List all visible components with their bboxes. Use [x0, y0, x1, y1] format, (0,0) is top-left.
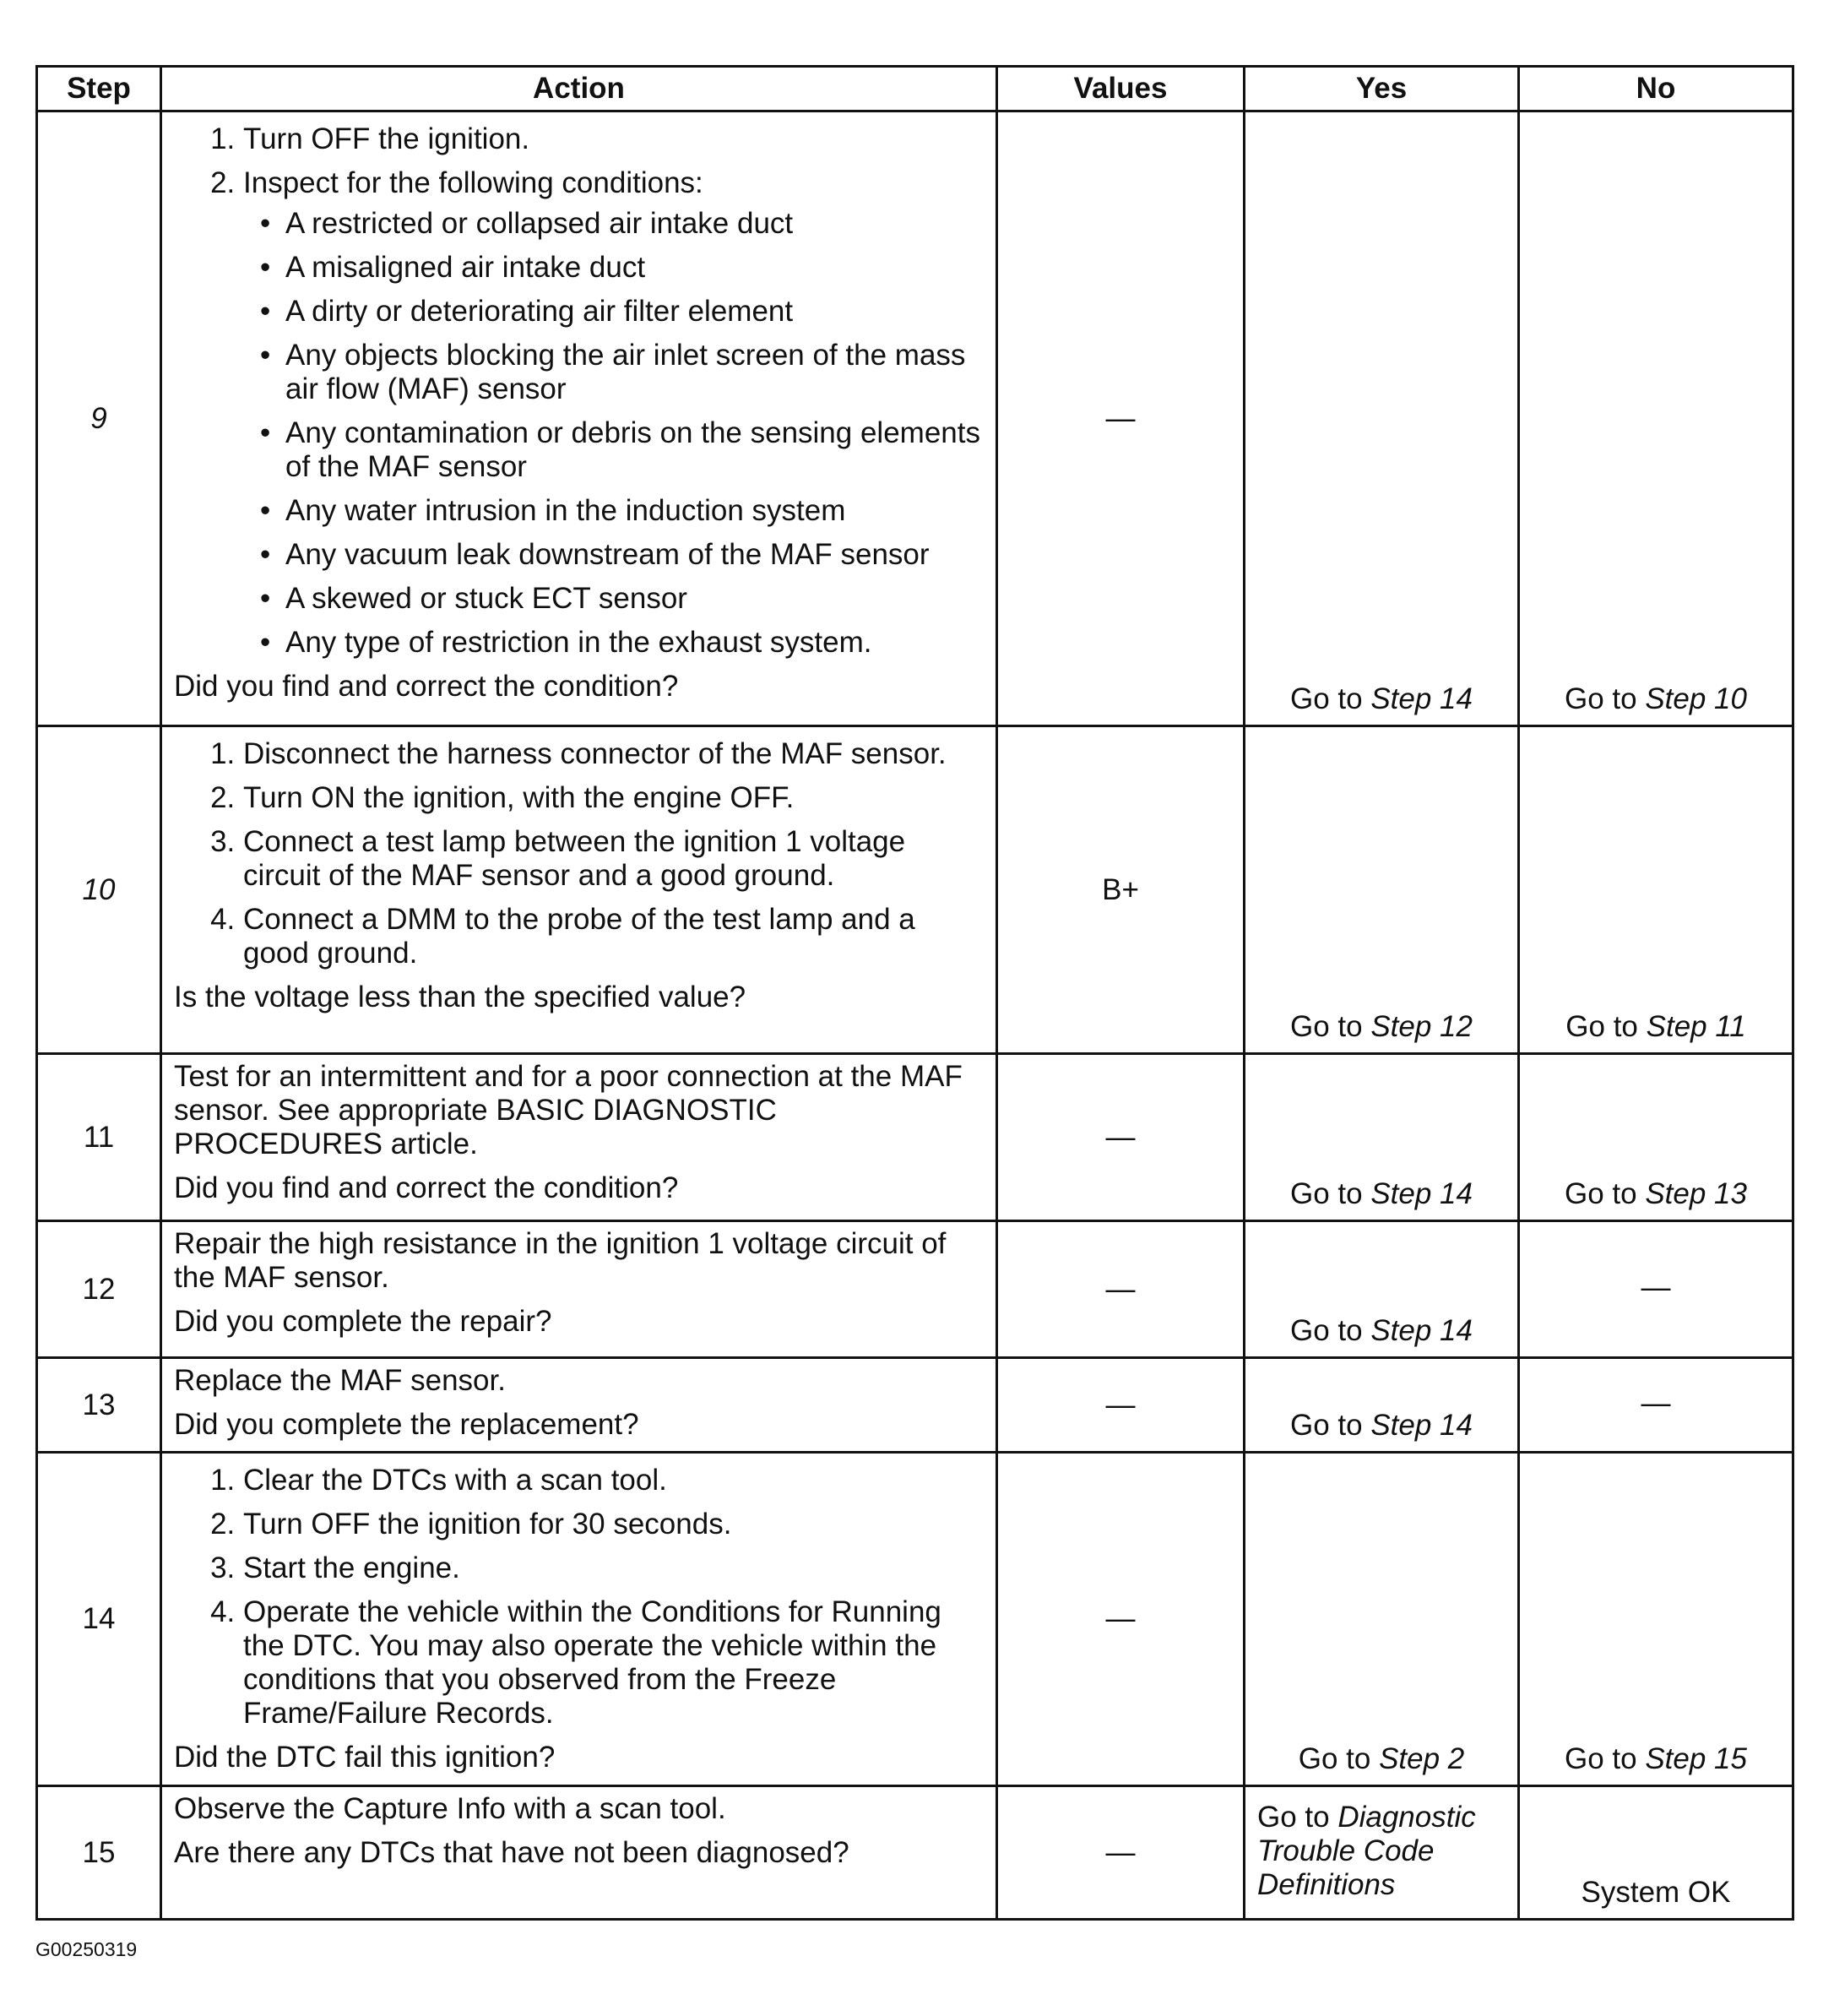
value-cell: —: [997, 1453, 1245, 1786]
table-row: [37, 1054, 1793, 1221]
yes-cell: [1245, 1786, 1519, 1920]
action-text: Observe the Capture Info with a scan tool.: [174, 1792, 726, 1825]
no-link: Step 10: [1645, 682, 1747, 715]
action-question: Did the DTC fail this ignition?: [174, 1741, 556, 1774]
condition-item: • Any water intrusion in the induction system: [285, 494, 984, 528]
action-question: Did you find and correct the condition?: [174, 670, 679, 703]
action-question: Did you complete the repair?: [174, 1305, 552, 1338]
no-cell: System OK: [1519, 1786, 1793, 1920]
step-number: 12: [37, 1221, 161, 1358]
yes-link: Step 12: [1370, 1010, 1473, 1043]
yes-link: Step 14: [1370, 1314, 1473, 1347]
figure-id: G00250319: [35, 1938, 138, 1960]
yes-prefix: Go to: [1290, 1010, 1371, 1043]
yes-cell: [1245, 1358, 1519, 1453]
no-link: Step 11: [1646, 1010, 1746, 1043]
action-step: [243, 166, 984, 660]
header-yes: Yes: [1245, 67, 1519, 111]
no-prefix: Go to: [1565, 1742, 1646, 1775]
action-text: Test for an intermittent and for a poor connection at the MAF sensor. See appropriate BASIC DIAGNOSTIC PROCEDURES article.: [174, 1060, 963, 1160]
yes-cell: [1245, 726, 1519, 1054]
action-step: 4. Connect a DMM to the probe of the test lamp and a good ground.: [243, 903, 984, 970]
action-question: Did you find and correct the condition?: [174, 1171, 679, 1204]
step-number: 9: [37, 111, 161, 726]
table-row: [37, 1221, 1793, 1358]
action-steps: [174, 122, 984, 660]
action-step: 1. Clear the DTCs with a scan tool.: [243, 1464, 984, 1497]
no-cell: [1519, 1453, 1793, 1786]
value-cell: —: [997, 1358, 1245, 1453]
header-step: Step: [37, 67, 161, 111]
value-cell: —: [997, 1786, 1245, 1920]
action-question: Are there any DTCs that have not been diagnosed?: [174, 1836, 849, 1869]
step-number: 11: [37, 1054, 161, 1221]
step-number: 10: [37, 726, 161, 1054]
action-cell: [161, 726, 997, 1054]
condition-item: • Any vacuum leak downstream of the MAF sensor: [285, 538, 984, 572]
action-text: Repair the high resistance in the ignition 1 voltage circuit of the MAF sensor.: [174, 1227, 947, 1294]
condition-item: • A restricted or collapsed air intake duct: [285, 207, 984, 241]
header-no: No: [1519, 67, 1793, 111]
action-step: 1. Disconnect the harness connector of the MAF sensor.: [243, 737, 984, 771]
diagnostic-table: [35, 65, 1794, 1921]
no-link: Step 13: [1645, 1177, 1747, 1210]
condition-list: [243, 207, 984, 660]
yes-link: Step 2: [1379, 1742, 1465, 1775]
yes-prefix: Go to: [1257, 1800, 1338, 1834]
table-row: [37, 111, 1793, 726]
no-cell: [1519, 1054, 1793, 1221]
action-cell: [161, 1054, 997, 1221]
yes-prefix: Go to: [1290, 1409, 1371, 1442]
yes-prefix: Go to: [1290, 1177, 1371, 1210]
no-cell: [1519, 111, 1793, 726]
step-number: 13: [37, 1358, 161, 1453]
no-prefix: Go to: [1565, 682, 1646, 715]
table-row: [37, 726, 1793, 1054]
yes-prefix: Go to: [1290, 1314, 1371, 1347]
yes-link: Step 14: [1370, 1409, 1473, 1442]
no-link: Step 15: [1645, 1742, 1747, 1775]
yes-link: Diagnostic Trouble Code Definitions: [1257, 1800, 1476, 1901]
action-question: Did you complete the replacement?: [174, 1408, 639, 1441]
condition-item: • Any type of restriction in the exhaust system.: [285, 626, 984, 660]
table-row: [37, 1453, 1793, 1786]
no-cell: [1519, 726, 1793, 1054]
action-step-text: Inspect for the following conditions:: [243, 166, 703, 199]
yes-link: Step 14: [1370, 682, 1473, 715]
action-step: 2. Turn OFF the ignition for 30 seconds.: [243, 1508, 984, 1541]
step-number: 15: [37, 1786, 161, 1920]
action-steps: [174, 737, 984, 970]
action-text: Replace the MAF sensor.: [174, 1364, 506, 1397]
action-step: 3. Connect a test lamp between the ignition 1 voltage circuit of the MAF sensor and a good ground.: [243, 825, 984, 893]
condition-item: • Any contamination or debris on the sensing elements of the MAF sensor: [285, 416, 984, 484]
condition-item: • Any objects blocking the air inlet screen of the mass air flow (MAF) sensor: [285, 339, 984, 406]
action-step: 3. Start the engine.: [243, 1551, 984, 1585]
yes-cell: [1245, 1054, 1519, 1221]
no-cell: —: [1519, 1358, 1793, 1453]
action-cell: [161, 1453, 997, 1786]
no-prefix: Go to: [1565, 1010, 1647, 1043]
yes-prefix: Go to: [1298, 1742, 1380, 1775]
action-steps: [174, 1464, 984, 1731]
yes-definition: [1257, 1801, 1506, 1902]
no-prefix: Go to: [1565, 1177, 1646, 1210]
condition-item: • A dirty or deteriorating air filter element: [285, 295, 984, 329]
header-values: Values: [997, 67, 1245, 111]
yes-cell: [1245, 111, 1519, 726]
action-question: Is the voltage less than the specified value?: [174, 981, 746, 1013]
yes-cell: [1245, 1221, 1519, 1358]
value-cell: —: [997, 1054, 1245, 1221]
value-cell: —: [997, 1221, 1245, 1358]
condition-item: • A skewed or stuck ECT sensor: [285, 582, 984, 616]
action-step: 2. Turn ON the ignition, with the engine OFF.: [243, 781, 984, 815]
value-cell: —: [997, 111, 1245, 726]
table-row: [37, 1786, 1793, 1920]
action-step: 4. Operate the vehicle within the Conditions for Running the DTC. You may also operate the vehicle within the conditions that you observed from the Freeze Frame/Failure Records.: [243, 1595, 984, 1731]
action-cell: [161, 1786, 997, 1920]
header-row: [37, 67, 1793, 111]
action-cell: [161, 1358, 997, 1453]
action-cell: [161, 1221, 997, 1358]
yes-prefix: Go to: [1290, 682, 1371, 715]
value-cell: B+: [997, 726, 1245, 1054]
action-step: 1. Turn OFF the ignition.: [243, 122, 984, 156]
yes-link: Step 14: [1370, 1177, 1473, 1210]
header-action: Action: [161, 67, 997, 111]
yes-cell: [1245, 1453, 1519, 1786]
no-cell: —: [1519, 1221, 1793, 1358]
step-number: 14: [37, 1453, 161, 1786]
condition-item: • A misaligned air intake duct: [285, 251, 984, 285]
action-cell: [161, 111, 997, 726]
table-row: [37, 1358, 1793, 1453]
